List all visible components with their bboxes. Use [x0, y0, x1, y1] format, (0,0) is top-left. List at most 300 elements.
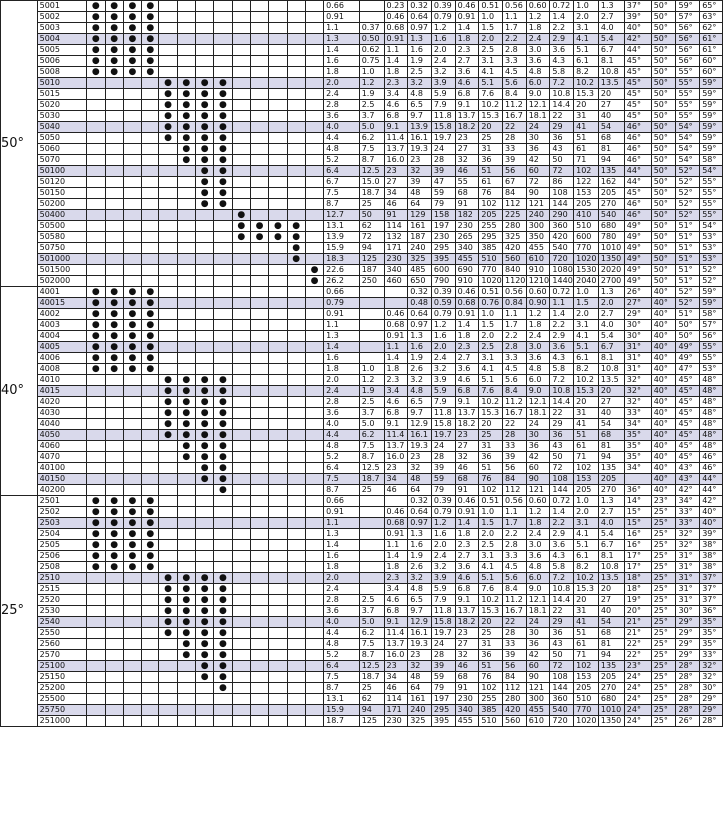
value-cell: 0.76	[479, 298, 503, 309]
model-code-cell: 5008	[37, 67, 87, 78]
filled-dot-icon: ●	[110, 298, 119, 308]
indicator-cell	[195, 617, 213, 628]
indicator-cell	[232, 562, 250, 573]
value-cell: 5.0	[359, 617, 384, 628]
value-cell: 102	[574, 166, 599, 177]
indicator-cell	[214, 562, 232, 573]
angle-value-cell: 29°	[676, 617, 700, 628]
indicator-cell	[159, 177, 177, 188]
indicator-cell	[123, 397, 141, 408]
indicator-cell	[159, 507, 177, 518]
indicator-cell	[177, 716, 195, 727]
value-cell: 18.3	[324, 254, 360, 265]
value-cell: 22	[550, 606, 574, 617]
indicator-cell	[305, 23, 323, 34]
angle-value-cell: 46°	[624, 155, 651, 166]
indicator-cell	[123, 155, 141, 166]
indicator-cell	[105, 551, 123, 562]
indicator-cell	[87, 89, 105, 100]
value-cell: 4.1	[574, 34, 599, 45]
angle-value-cell: 61°	[700, 34, 723, 45]
model-code-cell: 4008	[37, 364, 87, 375]
indicator-cell	[105, 331, 123, 342]
angle-value-cell: 36°	[700, 606, 723, 617]
angle-value-cell: 25°	[651, 661, 676, 672]
indicator-cell	[105, 408, 123, 419]
indicator-cell	[142, 243, 159, 254]
value-cell: 1.8	[384, 364, 408, 375]
indicator-cell	[105, 265, 123, 276]
value-cell: 121	[526, 199, 550, 210]
indicator-cell	[232, 408, 250, 419]
filled-dot-icon: ●	[146, 1, 155, 11]
filled-dot-icon: ●	[146, 540, 155, 550]
indicator-cell	[177, 309, 195, 320]
indicator-cell	[142, 518, 159, 529]
indicator-cell	[214, 122, 232, 133]
value-cell: 5.9	[431, 89, 455, 100]
table-row	[1, 507, 723, 518]
table-row	[1, 243, 723, 254]
value-cell: 265	[455, 232, 479, 243]
indicator-cell	[123, 628, 141, 639]
value-cell: 13.9	[408, 122, 432, 133]
angle-value-cell: 25°	[651, 595, 676, 606]
filled-dot-icon: ●	[110, 1, 119, 11]
angle-value-cell: 30°	[676, 606, 700, 617]
filled-dot-icon: ●	[146, 529, 155, 539]
indicator-cell	[232, 683, 250, 694]
value-cell: 12.1	[526, 100, 550, 111]
value-cell: 31	[574, 408, 599, 419]
value-cell: 1.0	[479, 507, 503, 518]
indicator-cell	[214, 639, 232, 650]
value-cell: 3.4	[384, 584, 408, 595]
indicator-cell	[232, 353, 250, 364]
filled-dot-icon: ●	[164, 386, 172, 396]
indicator-cell	[195, 56, 213, 67]
value-cell: 0.32	[408, 496, 432, 507]
filled-dot-icon: ●	[219, 584, 227, 594]
indicator-cell	[159, 12, 177, 23]
value-cell: 1350	[598, 254, 624, 265]
filled-dot-icon: ●	[219, 573, 227, 583]
filled-dot-icon: ●	[110, 364, 119, 374]
value-cell: 6.8	[455, 584, 479, 595]
value-cell: 25	[479, 133, 503, 144]
indicator-cell	[287, 210, 305, 221]
indicator-cell	[287, 45, 305, 56]
angle-value-cell: 35°	[700, 639, 723, 650]
indicator-cell	[214, 243, 232, 254]
indicator-cell	[177, 144, 195, 155]
angle-value-cell: 45°	[624, 111, 651, 122]
filled-dot-icon: ●	[200, 199, 209, 209]
indicator-cell	[305, 298, 323, 309]
value-cell: 64	[408, 485, 432, 496]
value-cell: 1440	[550, 276, 574, 287]
indicator-cell	[123, 100, 141, 111]
value-cell: 240	[408, 705, 432, 716]
value-cell: 46	[384, 199, 408, 210]
value-cell: 18.7	[359, 188, 384, 199]
angle-value-cell: 54°	[700, 221, 723, 232]
angle-value-cell: 23°	[624, 661, 651, 672]
model-code-cell: 2504	[37, 529, 87, 540]
indicator-cell	[142, 584, 159, 595]
value-cell: 18.1	[526, 606, 550, 617]
indicator-cell	[214, 210, 232, 221]
indicator-cell	[105, 628, 123, 639]
model-code-cell: 5010	[37, 78, 87, 89]
value-cell: 270	[598, 683, 624, 694]
indicator-cell	[250, 441, 268, 452]
value-cell: 1.3	[598, 1, 624, 12]
indicator-cell	[123, 683, 141, 694]
value-cell: 910	[526, 265, 550, 276]
indicator-cell	[214, 309, 232, 320]
model-code-cell: 2503	[37, 518, 87, 529]
indicator-cell	[142, 155, 159, 166]
indicator-cell	[250, 122, 268, 133]
angle-value-cell: 46°	[624, 144, 651, 155]
value-cell: 31	[479, 144, 503, 155]
value-cell: 1.4	[324, 540, 360, 551]
value-cell: 68	[455, 672, 479, 683]
table-row	[1, 529, 723, 540]
value-cell: 31	[479, 441, 503, 452]
indicator-cell	[87, 254, 105, 265]
indicator-cell	[305, 661, 323, 672]
value-cell	[384, 496, 408, 507]
indicator-cell	[142, 67, 159, 78]
filled-dot-icon: ●	[219, 463, 227, 473]
indicator-cell	[177, 342, 195, 353]
indicator-cell	[142, 122, 159, 133]
indicator-cell	[250, 1, 268, 12]
indicator-cell	[232, 166, 250, 177]
indicator-cell	[123, 419, 141, 430]
value-cell: 15.8	[431, 122, 455, 133]
value-cell: 1.8	[455, 529, 479, 540]
filled-dot-icon: ●	[219, 188, 227, 198]
value-cell: 46	[455, 166, 479, 177]
value-cell: 10.2	[479, 100, 503, 111]
filled-dot-icon: ●	[146, 34, 155, 44]
indicator-cell	[142, 562, 159, 573]
table-row	[1, 177, 723, 188]
indicator-cell	[305, 331, 323, 342]
indicator-cell	[123, 34, 141, 45]
value-cell: 102	[574, 661, 599, 672]
value-cell: 5.2	[324, 155, 360, 166]
value-cell: 540	[598, 210, 624, 221]
value-cell: 2.7	[455, 353, 479, 364]
indicator-cell	[87, 276, 105, 287]
indicator-cell	[269, 672, 287, 683]
indicator-cell	[195, 155, 213, 166]
value-cell: 15.8	[431, 419, 455, 430]
indicator-cell	[232, 573, 250, 584]
indicator-cell	[177, 628, 195, 639]
indicator-cell	[214, 254, 232, 265]
value-cell: 31	[479, 639, 503, 650]
filled-dot-icon: ●	[128, 45, 137, 55]
indicator-cell	[123, 716, 141, 727]
filled-dot-icon: ●	[91, 551, 100, 561]
indicator-cell	[142, 298, 159, 309]
angle-value-cell: 25°	[651, 540, 676, 551]
indicator-cell	[287, 562, 305, 573]
value-cell: 39	[431, 463, 455, 474]
filled-dot-icon: ●	[146, 23, 155, 33]
value-cell: 680	[598, 221, 624, 232]
indicator-cell	[87, 452, 105, 463]
indicator-cell	[87, 331, 105, 342]
value-cell: 4.0	[598, 518, 624, 529]
indicator-cell	[87, 694, 105, 705]
filled-dot-icon: ●	[219, 78, 227, 88]
angle-value-cell: 45°	[624, 188, 651, 199]
value-cell: 4.1	[574, 529, 599, 540]
indicator-cell	[232, 23, 250, 34]
angle-value-cell: 32°	[700, 661, 723, 672]
indicator-cell	[195, 562, 213, 573]
filled-dot-icon: ●	[91, 34, 100, 44]
indicator-cell	[177, 551, 195, 562]
angle-value-cell: 36°	[624, 485, 651, 496]
value-cell: 0.39	[431, 1, 455, 12]
indicator-cell	[105, 23, 123, 34]
indicator-cell	[195, 716, 213, 727]
indicator-cell	[87, 474, 105, 485]
indicator-cell	[269, 485, 287, 496]
angle-value-cell: 52°	[676, 298, 700, 309]
indicator-cell	[195, 441, 213, 452]
indicator-cell	[177, 463, 195, 474]
table-row	[1, 650, 723, 661]
indicator-cell	[250, 606, 268, 617]
indicator-cell	[287, 694, 305, 705]
filled-dot-icon: ●	[200, 78, 209, 88]
indicator-cell	[269, 12, 287, 23]
indicator-cell	[195, 408, 213, 419]
indicator-cell	[195, 78, 213, 89]
value-cell: 2.5	[479, 45, 503, 56]
indicator-cell	[269, 1, 287, 12]
indicator-cell	[305, 617, 323, 628]
indicator-cell	[214, 342, 232, 353]
indicator-cell	[177, 617, 195, 628]
value-cell: 5.1	[479, 573, 503, 584]
indicator-cell	[287, 628, 305, 639]
indicator-cell	[287, 100, 305, 111]
value-cell: 2.0	[574, 507, 599, 518]
value-cell: 30	[526, 628, 550, 639]
value-cell: 122	[574, 177, 599, 188]
filled-dot-icon: ●	[91, 529, 100, 539]
indicator-cell	[287, 287, 305, 298]
indicator-cell	[159, 540, 177, 551]
value-cell: 7.5	[359, 441, 384, 452]
indicator-cell	[305, 353, 323, 364]
indicator-cell	[287, 309, 305, 320]
indicator-cell	[269, 232, 287, 243]
value-cell: 29	[550, 122, 574, 133]
indicator-cell	[305, 12, 323, 23]
angle-value-cell: 59°	[700, 100, 723, 111]
angle-value-cell: 29°	[700, 705, 723, 716]
indicator-cell	[159, 232, 177, 243]
model-code-cell: 5006	[37, 56, 87, 67]
indicator-cell	[287, 232, 305, 243]
indicator-cell	[159, 144, 177, 155]
indicator-cell	[232, 386, 250, 397]
filled-dot-icon: ●	[146, 320, 155, 330]
indicator-cell	[214, 364, 232, 375]
filled-dot-icon: ●	[128, 23, 137, 33]
value-cell: 510	[574, 221, 599, 232]
filled-dot-icon: ●	[91, 1, 100, 11]
filled-dot-icon: ●	[292, 254, 301, 264]
value-cell: 32	[408, 661, 432, 672]
indicator-cell	[250, 496, 268, 507]
value-cell: 1.3	[598, 287, 624, 298]
indicator-cell	[105, 639, 123, 650]
indicator-cell	[177, 177, 195, 188]
indicator-cell	[123, 386, 141, 397]
indicator-cell	[232, 221, 250, 232]
value-cell: 25	[479, 430, 503, 441]
value-cell: 1.5	[479, 320, 503, 331]
angle-value-cell: 37°	[700, 595, 723, 606]
indicator-cell	[269, 111, 287, 122]
indicator-cell	[159, 166, 177, 177]
value-cell: 5.6	[503, 375, 527, 386]
angle-value-cell: 26°	[676, 716, 700, 727]
value-cell: 76	[479, 188, 503, 199]
value-cell: 6.2	[359, 430, 384, 441]
angle-value-cell: 31°	[676, 573, 700, 584]
value-cell: 1010	[598, 243, 624, 254]
value-cell: 2.4	[526, 529, 550, 540]
indicator-cell	[195, 485, 213, 496]
indicator-cell	[214, 584, 232, 595]
value-cell: 23	[384, 661, 408, 672]
indicator-cell	[195, 67, 213, 78]
indicator-cell	[177, 210, 195, 221]
indicator-cell	[159, 67, 177, 78]
indicator-cell	[123, 496, 141, 507]
indicator-cell	[159, 122, 177, 133]
indicator-cell	[305, 133, 323, 144]
indicator-cell	[123, 45, 141, 56]
indicator-cell	[87, 551, 105, 562]
value-cell: 34	[384, 188, 408, 199]
indicator-cell	[105, 122, 123, 133]
indicator-cell	[214, 166, 232, 177]
indicator-cell	[87, 375, 105, 386]
indicator-cell	[142, 386, 159, 397]
value-cell: 18.2	[455, 617, 479, 628]
value-cell: 108	[550, 672, 574, 683]
filled-dot-icon: ●	[255, 221, 264, 231]
indicator-cell	[105, 243, 123, 254]
indicator-cell	[177, 100, 195, 111]
filled-dot-icon: ●	[219, 408, 227, 418]
filled-dot-icon: ●	[110, 12, 119, 22]
indicator-cell	[159, 254, 177, 265]
value-cell	[359, 573, 384, 584]
angle-value-cell: 50°	[651, 78, 676, 89]
value-cell: 5.1	[574, 45, 599, 56]
indicator-cell	[232, 606, 250, 617]
value-cell: 79	[431, 485, 455, 496]
value-cell: 15.3	[479, 408, 503, 419]
value-cell: 3.6	[324, 408, 360, 419]
indicator-cell	[159, 364, 177, 375]
value-cell: 3.9	[431, 78, 455, 89]
indicator-cell	[142, 100, 159, 111]
value-cell: 36	[526, 441, 550, 452]
value-cell: 205	[598, 474, 624, 485]
value-cell: 54	[598, 617, 624, 628]
value-cell: 41	[574, 617, 599, 628]
indicator-cell	[250, 529, 268, 540]
indicator-cell	[105, 342, 123, 353]
indicator-cell	[159, 353, 177, 364]
model-code-cell: 40015	[37, 298, 87, 309]
table-row	[1, 386, 723, 397]
indicator-cell	[105, 100, 123, 111]
indicator-cell	[159, 606, 177, 617]
indicator-cell	[305, 650, 323, 661]
angle-value-cell: 56°	[676, 56, 700, 67]
indicator-cell	[269, 617, 287, 628]
angle-value-cell: 59°	[700, 287, 723, 298]
value-cell: 25	[359, 199, 384, 210]
filled-dot-icon: ●	[219, 661, 227, 671]
indicator-cell	[287, 254, 305, 265]
indicator-cell	[269, 298, 287, 309]
value-cell: 1.0	[574, 1, 599, 12]
value-cell: 255	[479, 694, 503, 705]
indicator-cell	[142, 617, 159, 628]
value-cell: 60	[526, 661, 550, 672]
angle-value-cell: 45°	[676, 386, 700, 397]
value-cell: 16.7	[503, 408, 527, 419]
value-cell: 5.2	[324, 452, 360, 463]
indicator-cell	[269, 287, 287, 298]
angle-value-cell: 40°	[651, 430, 676, 441]
indicator-cell	[287, 188, 305, 199]
angle-value-cell: 46°	[624, 210, 651, 221]
value-cell: 2.2	[503, 331, 527, 342]
value-cell: 9.0	[526, 89, 550, 100]
filled-dot-icon: ●	[146, 12, 155, 22]
value-cell: 0.91	[324, 12, 360, 23]
angle-value-cell: 38°	[700, 551, 723, 562]
indicator-cell	[250, 485, 268, 496]
indicator-cell	[195, 166, 213, 177]
value-cell: 16.1	[408, 628, 432, 639]
value-cell: 19.7	[431, 628, 455, 639]
indicator-cell	[105, 254, 123, 265]
indicator-cell	[87, 518, 105, 529]
angle-value-cell: 55°	[700, 199, 723, 210]
filled-dot-icon: ●	[91, 12, 100, 22]
indicator-cell	[123, 353, 141, 364]
